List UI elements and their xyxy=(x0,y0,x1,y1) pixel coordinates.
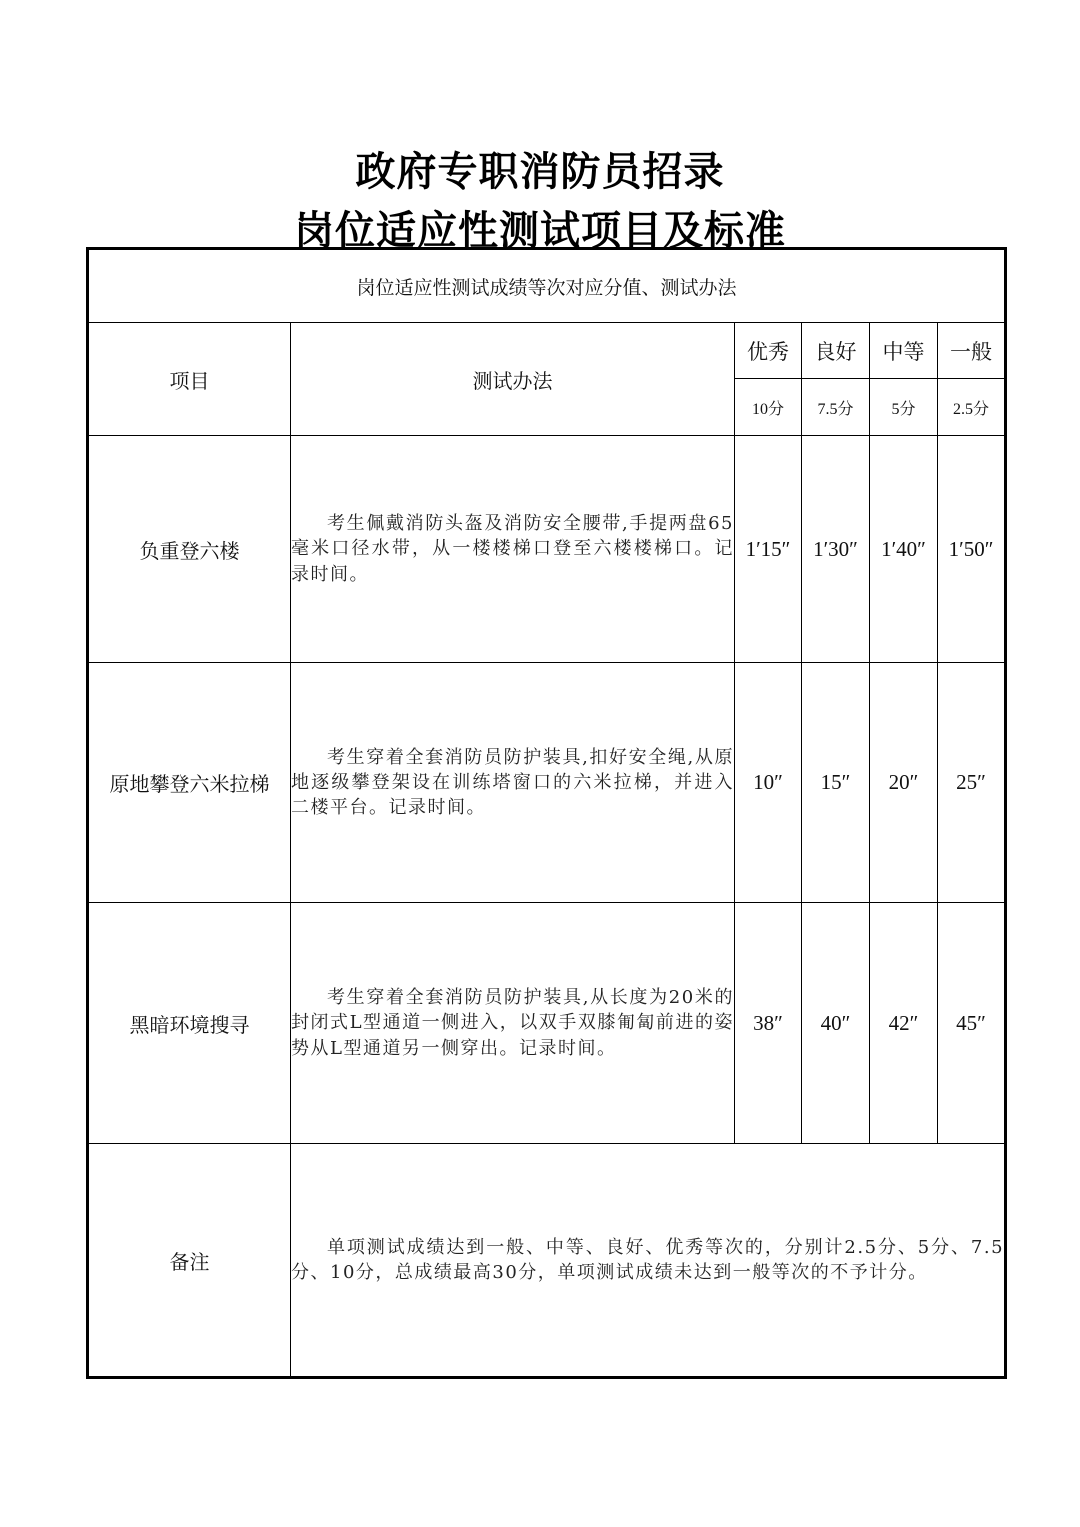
note-text: 单项测试成绩达到一般、中等、良好、优秀等次的，分别计2.5分、5分、7.5分、10分，总成绩最高30分，单项测试成绩未达到一般等次的不予计分。 xyxy=(291,1236,1005,1283)
row-method-text: 考生穿着全套消防员防护装具,从长度为20米的封闭式L型通道一侧进入，以双手双膝匍匐前进的姿势从L型通道另一侧穿出。记录时间。 xyxy=(291,987,734,1059)
document-title-line-1: 政府专职消防员招录 xyxy=(355,149,725,195)
row-method-cell xyxy=(291,663,735,903)
header-points-average: 2.5分 xyxy=(938,379,1006,436)
row-item-name: 黑暗环境搜寻 xyxy=(88,903,291,1144)
table-row xyxy=(88,663,1006,903)
note-row xyxy=(88,1144,1006,1378)
note-cell xyxy=(291,1144,1006,1378)
row-value-medium: 1′40″ xyxy=(870,436,938,663)
standards-table xyxy=(86,247,1007,1379)
header-grade-medium: 中等 xyxy=(870,323,938,379)
row-method-text: 考生穿着全套消防员防护装具,扣好安全绳,从原地逐级攀登架设在训练塔窗口的六米拉梯，并进入二楼平台。记录时间。 xyxy=(291,746,734,819)
row-method-cell xyxy=(291,436,735,663)
row-value-average: 1′50″ xyxy=(938,436,1006,663)
row-value-excellent: 38″ xyxy=(735,903,802,1144)
row-value-excellent: 10″ xyxy=(735,663,802,903)
header-points-medium: 5分 xyxy=(870,379,938,436)
row-item-name: 原地攀登六米拉梯 xyxy=(88,663,291,903)
header-grade-excellent: 优秀 xyxy=(735,323,802,379)
header-grade-average: 一般 xyxy=(938,323,1006,379)
header-points-good: 7.5分 xyxy=(802,379,870,436)
header-points-excellent: 10分 xyxy=(735,379,802,436)
table-caption-row xyxy=(88,249,1006,323)
header-row-grades xyxy=(88,323,1006,379)
table-row xyxy=(88,436,1006,663)
header-item: 项目 xyxy=(88,323,291,436)
header-method: 测试办法 xyxy=(291,323,735,436)
row-method-cell xyxy=(291,903,735,1144)
row-method-text: 考生佩戴消防头盔及消防安全腰带,手提两盘65毫米口径水带，从一楼楼梯口登至六楼楼梯口。记录时间。 xyxy=(291,513,734,585)
row-value-average: 25″ xyxy=(938,663,1006,903)
document-title-line-2: 岗位适应性测试项目及标准 xyxy=(294,208,786,254)
row-value-average: 45″ xyxy=(938,903,1006,1144)
row-value-medium: 42″ xyxy=(870,903,938,1144)
row-value-excellent: 1′15″ xyxy=(735,436,802,663)
row-value-medium: 20″ xyxy=(870,663,938,903)
table-row xyxy=(88,903,1006,1144)
row-item-name: 负重登六楼 xyxy=(88,436,291,663)
header-grade-good: 良好 xyxy=(802,323,870,379)
row-value-good: 40″ xyxy=(802,903,870,1144)
note-label: 备注 xyxy=(88,1144,291,1378)
row-value-good: 1′30″ xyxy=(802,436,870,663)
table-caption: 岗位适应性测试成绩等次对应分值、测试办法 xyxy=(88,249,1006,323)
row-value-good: 15″ xyxy=(802,663,870,903)
